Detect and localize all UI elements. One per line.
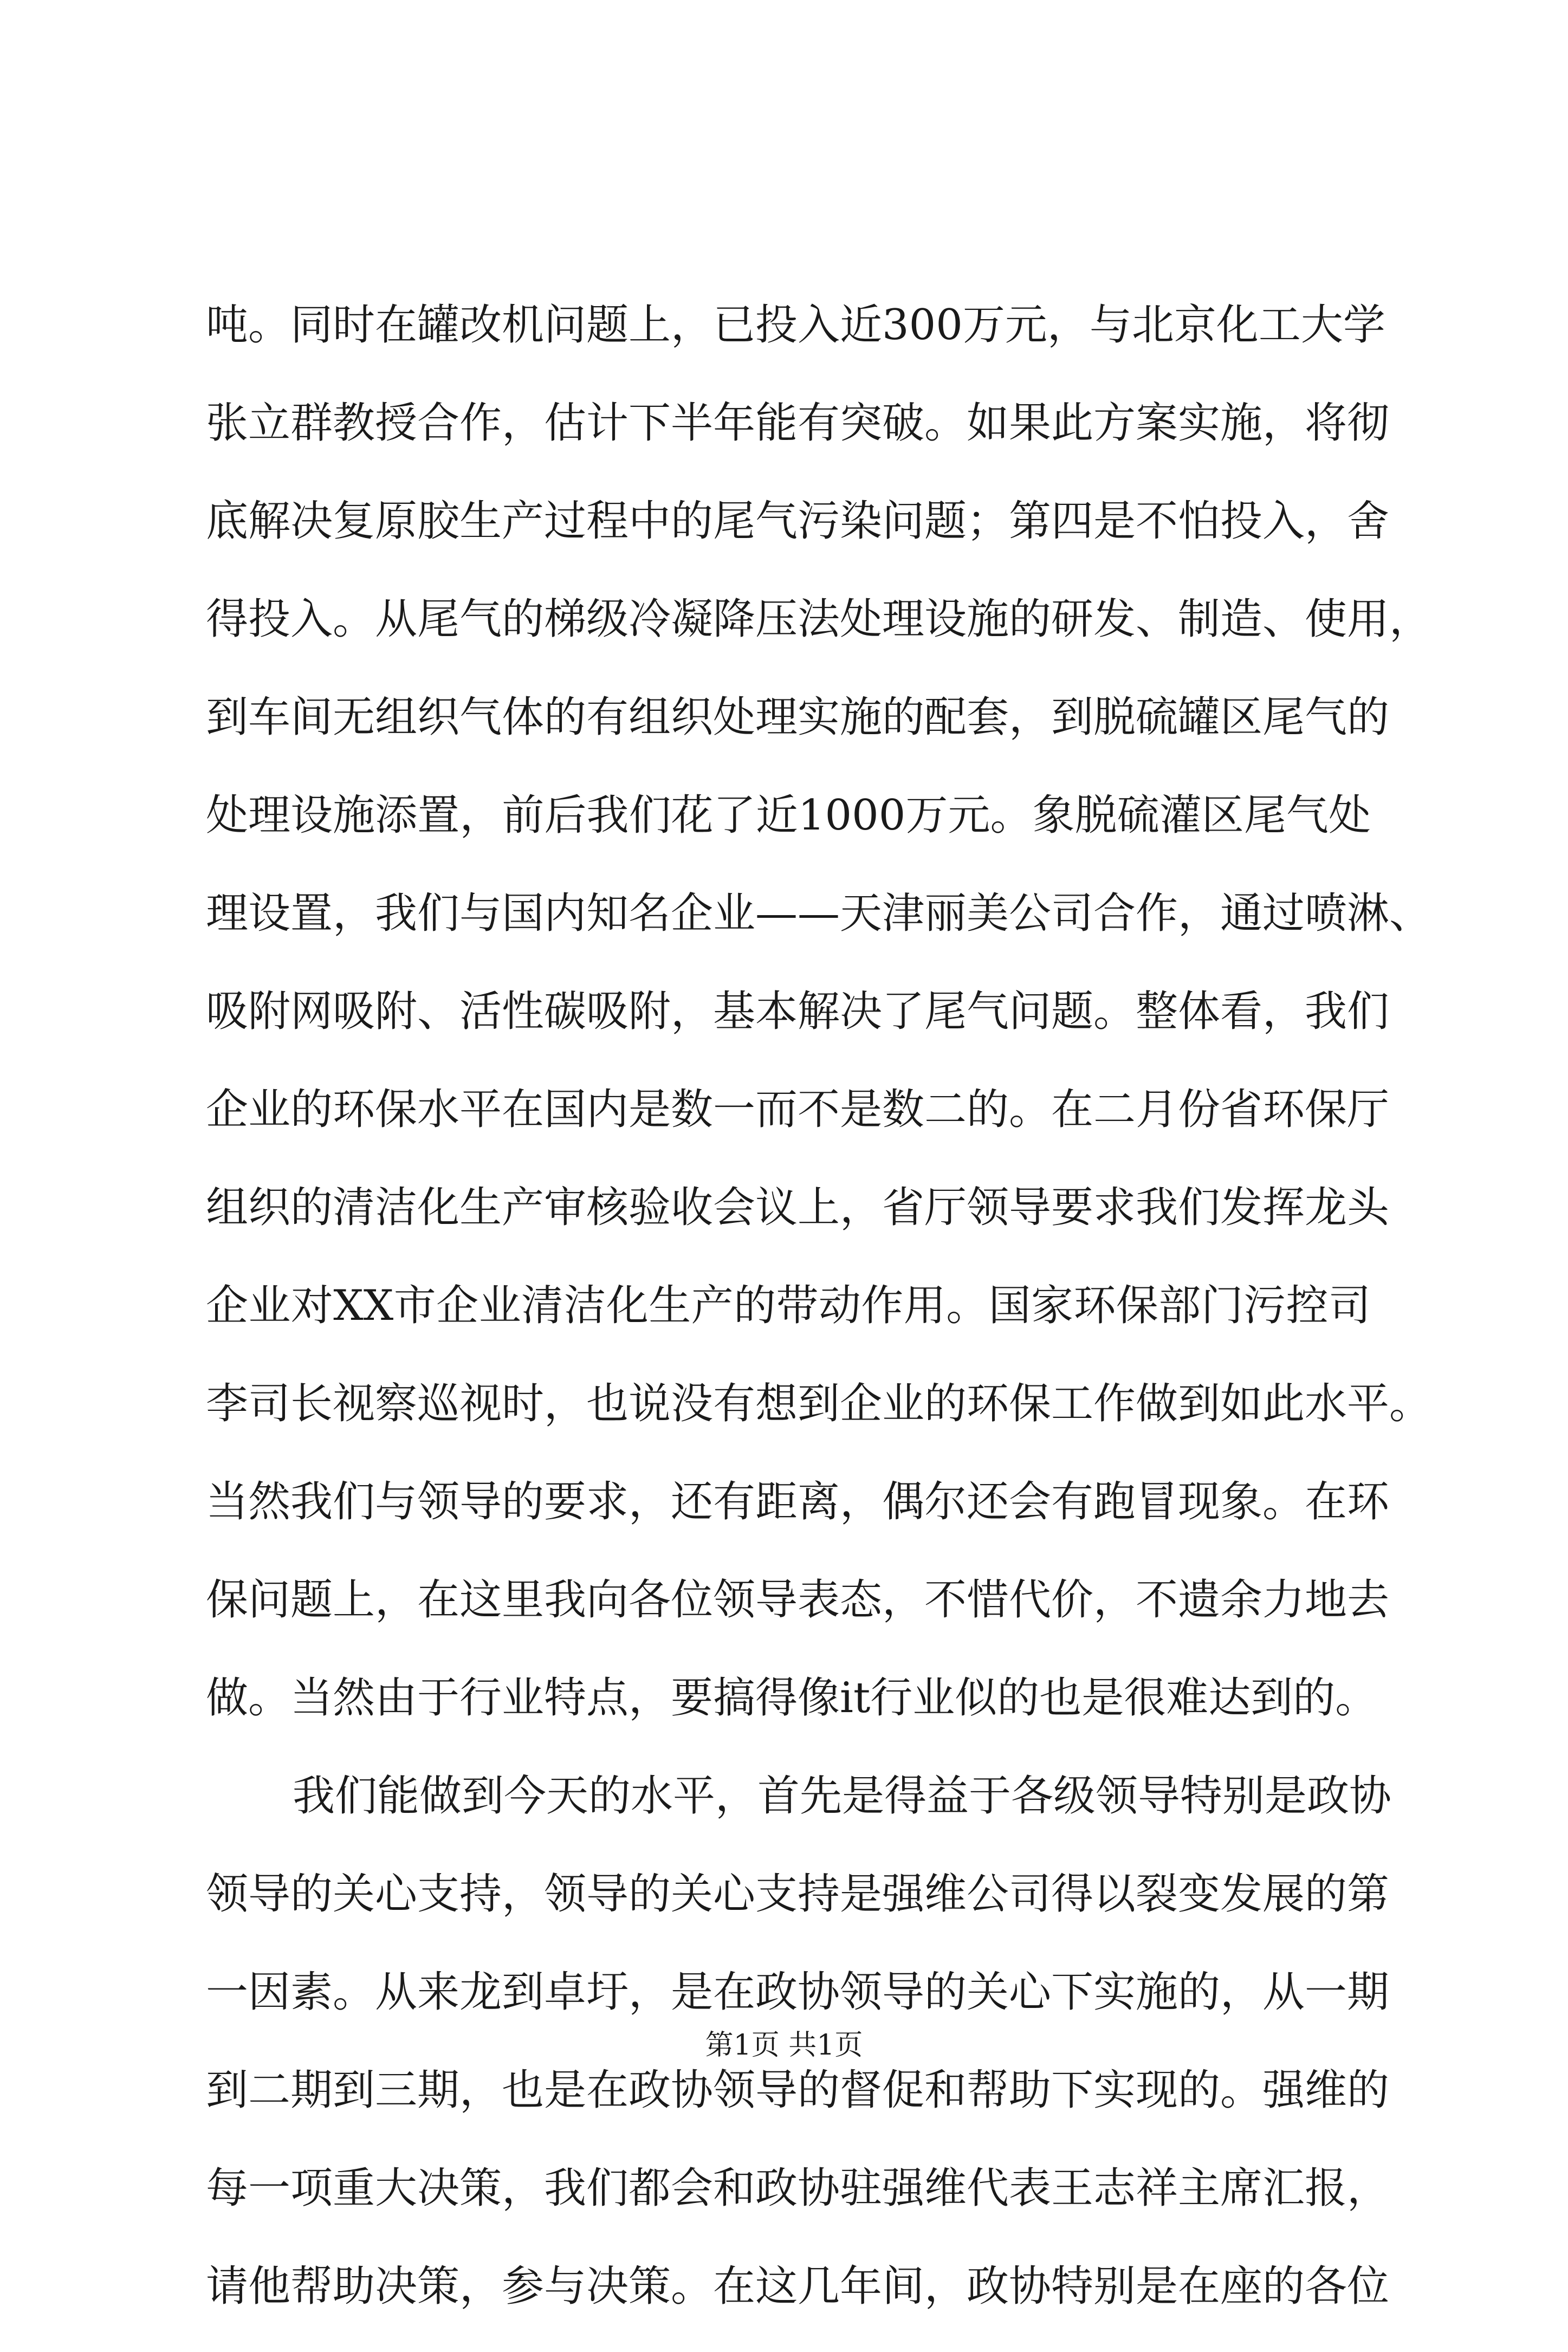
text-line: 得投入。从尾气的梯级冷凝降压法处理设施的研发、制造、使用，: [206, 595, 1432, 644]
text-line: 理设置，我们与国内知名企业——天津丽美公司合作，通过喷淋、: [206, 889, 1432, 938]
text-line: 到车间无组织气体的有组织处理实施的配套，到脱硫罐区尾气的: [206, 693, 1390, 742]
page-number-label: 第1页 共1页: [705, 2029, 863, 2062]
text-line: 领导的关心支持，领导的关心支持是强维公司得以裂变发展的第: [206, 1870, 1390, 1919]
text-line: 底解决复原胶生产过程中的尾气污染问题；第四是不怕投入，舍: [206, 497, 1390, 546]
text-line: 处理设施添置，前后我们花了近1000万元。象脱硫灌区尾气处: [206, 791, 1371, 840]
text-line: 做。当然由于行业特点，要搞得像it行业似的也是很难达到的。: [206, 1674, 1378, 1722]
page-footer: [0, 2024, 1568, 2067]
text-line: 企业对XX市企业清洁化生产的带动作用。国家环保部门污控司: [206, 1281, 1371, 1330]
text-line: 每一项重大决策，我们都会和政协驻强维代表王志祥主席汇报，: [206, 2164, 1390, 2213]
text-line: 一因素。从来龙到卓圩，是在政协领导的关心下实施的，从一期: [206, 1968, 1390, 2017]
paragraph-1: [206, 293, 1432, 1764]
text-line: 当然我们与领导的要求，还有距离，偶尔还会有跑冒现象。在环: [206, 1478, 1390, 1526]
text-line: 我们能做到今天的水平，首先是得益于各级领导特别是政协: [293, 1772, 1392, 1820]
text-line: 吸附网吸附、活性碳吸附，基本解决了尾气问题。整体看，我们: [206, 987, 1390, 1036]
text-line: 组织的清洁化生产审核验收会议上，省厅领导要求我们发挥龙头: [206, 1183, 1390, 1232]
text-line: 李司长视察巡视时，也说没有想到企业的环保工作做到如此水平。: [206, 1379, 1432, 1428]
text-line: 保问题上，在这里我向各位领导表态，不惜代价，不遗余力地去: [206, 1576, 1390, 1624]
text-line: 企业的环保水平在国内是数一而不是数二的。在二月份省环保厅: [206, 1085, 1390, 1134]
text-line: 吨。同时在罐改机问题上，已投入近300万元，与北京化工大学: [206, 301, 1385, 349]
text-line: 到二期到三期，也是在政协领导的督促和帮助下实现的。强维的: [206, 2066, 1390, 2115]
text-line: 张立群教授合作，估计下半年能有突破。如果此方案实施，将彻: [206, 399, 1390, 448]
text-line: 请他帮助决策，参与决策。在这几年间，政协特别是在座的各位: [206, 2262, 1390, 2311]
